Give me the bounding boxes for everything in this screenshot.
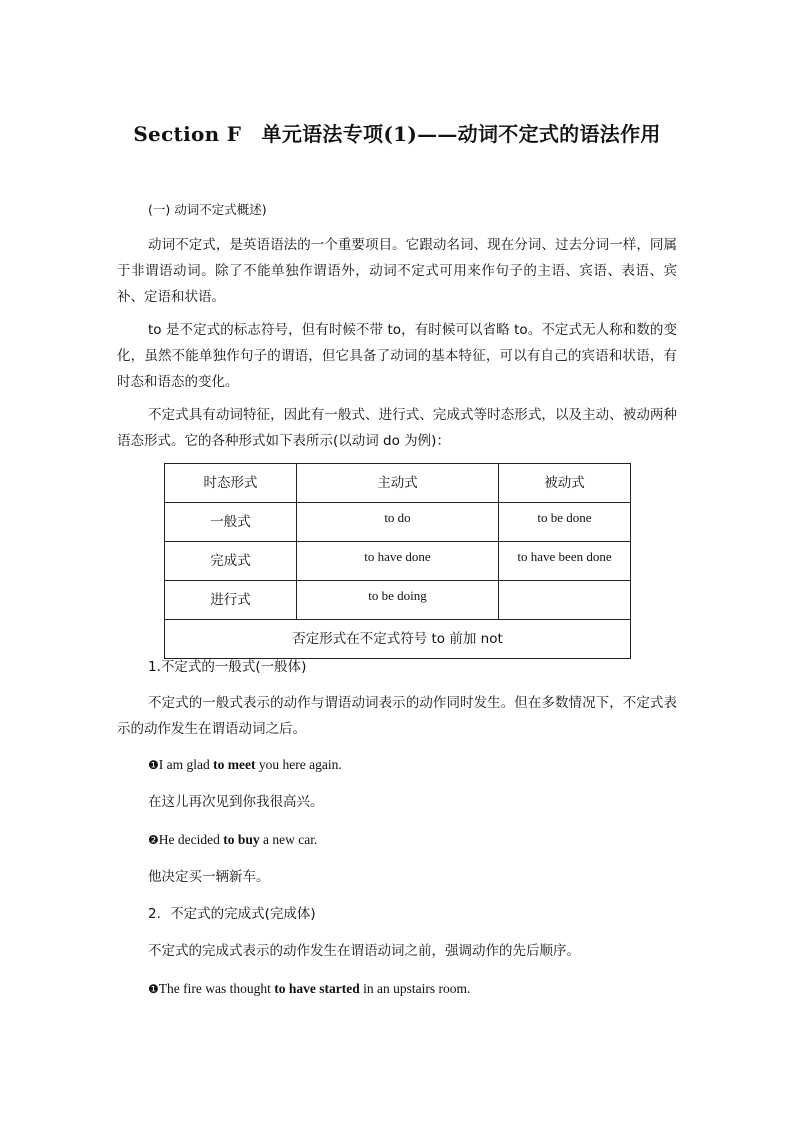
example-highlight: to have started bbox=[274, 981, 360, 996]
example-highlight: to buy bbox=[223, 832, 260, 847]
subsection-desc-2: 不定式的完成式表示的动作发生在谓语动词之前，强调动作的先后顺序。 bbox=[148, 943, 580, 959]
table-cell bbox=[499, 581, 631, 620]
subsection-desc-1: 不定式的一般式表示的动作与谓语动词表示的动作同时发生。但在多数情况下，不定式表示的动作发生在谓语动词之后。 bbox=[117, 695, 677, 737]
example-sentence bbox=[148, 976, 470, 1002]
example-text: in an upstairs room. bbox=[359, 981, 471, 996]
table-cell: 完成式 bbox=[165, 542, 297, 581]
table-header-cell: 主动式 bbox=[297, 464, 499, 503]
example-text: a new car. bbox=[259, 832, 318, 847]
example-text: The fire was thought bbox=[158, 981, 275, 996]
example-text: He decided bbox=[158, 832, 224, 847]
subsection-heading-2: 2．不定式的完成式(完成体) bbox=[148, 906, 316, 922]
example-sentence bbox=[148, 752, 342, 778]
table-cell: to have been done bbox=[499, 542, 631, 581]
table-header-cell: 被动式 bbox=[499, 464, 631, 503]
example-text: you here again. bbox=[255, 757, 342, 772]
page-title: Section F 单元语法专项(1)——动词不定式的语法作用 bbox=[133, 122, 661, 146]
paragraph-overview: 动词不定式，是英语语法的一个重要项目。它跟动名词、现在分词、过去分词一样，同属于非谓语动词。除了不能单独作谓语外，动词不定式可用来作句子的主语、宾语、表语、宾补、定语和状语。 bbox=[117, 237, 677, 305]
table-footer-cell: 否定形式在不定式符号 to 前加 not bbox=[165, 620, 631, 659]
example-marker: ❶ bbox=[148, 758, 159, 772]
table-row bbox=[165, 542, 631, 581]
table-header-row bbox=[165, 464, 631, 503]
example-highlight: to meet bbox=[213, 757, 256, 772]
section-heading: (一) 动词不定式概述) bbox=[148, 202, 267, 217]
paragraph-to-marker: to 是不定式的标志符号，但有时候不带 to，有时候可以省略 to。不定式无人称和数的变化，虽然不能单独作句子的谓语，但它具备了动词的基本特征，可以有自己的宾语和状语，有时态和语态的变化。 bbox=[117, 322, 677, 390]
example-text: I am glad bbox=[158, 757, 214, 772]
table-cell: to be doing bbox=[297, 581, 499, 620]
paragraph-forms-intro: 不定式具有动词特征，因此有一般式、进行式、完成式等时态形式，以及主动、被动两种语态形式。它的各种形式如下表所示(以动词 do 为例)： bbox=[117, 407, 677, 449]
table-cell: to do bbox=[297, 503, 499, 542]
example-translation: 在这儿再次见到你我很高兴。 bbox=[148, 794, 324, 810]
example-marker: ❶ bbox=[148, 982, 159, 996]
table-footer-row bbox=[165, 620, 631, 659]
example-translation: 他决定买一辆新车。 bbox=[148, 869, 270, 885]
table-cell: 一般式 bbox=[165, 503, 297, 542]
table-cell: to have done bbox=[297, 542, 499, 581]
example-marker: ❷ bbox=[148, 833, 159, 847]
table-cell: 进行式 bbox=[165, 581, 297, 620]
table-cell: to be done bbox=[499, 503, 631, 542]
subsection-heading-1: 1.不定式的一般式(一般体) bbox=[148, 659, 307, 675]
table-row bbox=[165, 581, 631, 620]
infinitive-forms-table bbox=[164, 463, 631, 659]
example-sentence bbox=[148, 827, 317, 853]
table-header-cell: 时态形式 bbox=[165, 464, 297, 503]
table-row bbox=[165, 503, 631, 542]
